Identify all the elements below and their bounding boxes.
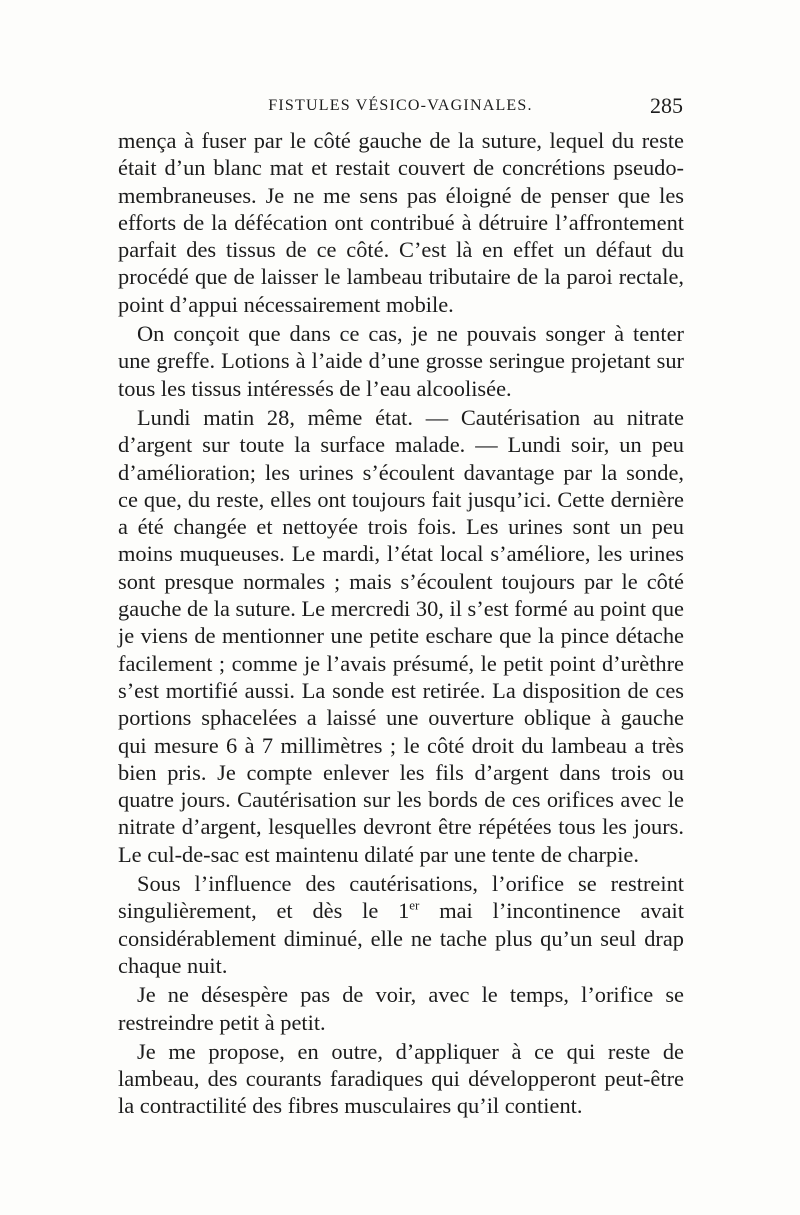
body-text (118, 127, 684, 1120)
paragraph: Lundi matin 28, même état. — Cautérisation au nitrate d’argent sur toute la surface malade. — Lundi soir, un peu d’amélioration; les urines s’écoulent davantage par la sonde, ce que, du reste, elles ont toujours fait jusqu’ici. Cette dernière a été changée et nettoyée trois fois. Les urines sont un peu moins muqueuses. Le mardi, l’état local s’améliore, les urines sont presque normales ; mais s’écoulent toujours par le côté gauche de la suture. Le mercredi 30, il s’est formé au point que je viens de mentionner une petite eschare que la pince détache facilement ; comme je l’avais présumé, le petit point d’urèthre s’est mortifié aussi. La sonde est retirée. La disposition de ces portions sphacelées a laissé une ouverture oblique à gauche qui mesure 6 à 7 millimètres ; le côté droit du lambeau a très bien pris. Je compte enlever les fils d’argent dans trois ou quatre jours. Cautérisation sur les bords de ces orifices avec le nitrate d’argent, lesquelles devront être répétées tous les jours. Le cul-de-sac est maintenu dilaté par une tente de charpie. (118, 404, 684, 867)
paragraph (118, 870, 684, 979)
paragraph-text: mai l’incontinence avait considérablement diminué, elle ne tache plus qu’un seul drap chaque nuit. (118, 898, 684, 978)
ordinal-superscript: er (409, 897, 420, 913)
paragraph: On conçoit que dans ce cas, je ne pouvais songer à tenter une greffe. Lotions à l’aide d’une grosse seringue projetant sur tous les tissus intéressés de l’eau alcoolisée. (118, 321, 684, 401)
paragraph: Je me propose, en outre, d’appliquer à ce qui reste de lambeau, des courants faradiques qui développeront peut-être la contractilité des fibres musculaires qu’il contient. (118, 1038, 684, 1119)
running-title: FISTULES VÉSICO-VAGINALES. (268, 97, 533, 114)
paragraph-text: Sous l’influence des cautérisations, l’orifice se restreint singulièrement, et dès le 1 (118, 871, 684, 924)
paragraph: Je ne désespère pas de voir, avec le temps, l’orifice se restreindre petit à petit. (118, 982, 684, 1035)
page-number: 285 (650, 93, 683, 118)
paragraph: mença à fuser par le côté gauche de la suture, lequel du reste était d’un blanc mat et restait couvert de concrétions pseudo-membraneuses. Je ne me sens pas éloigné de penser que les efforts de la défécation ont contribué à détruire l’affrontement parfait des tissus de ce côté. C’est là en effet un défaut du procédé que de laisser le lambeau tributaire de la paroi rectale, point d’appui nécessairement mobile. (118, 128, 684, 317)
running-head (118, 95, 683, 125)
